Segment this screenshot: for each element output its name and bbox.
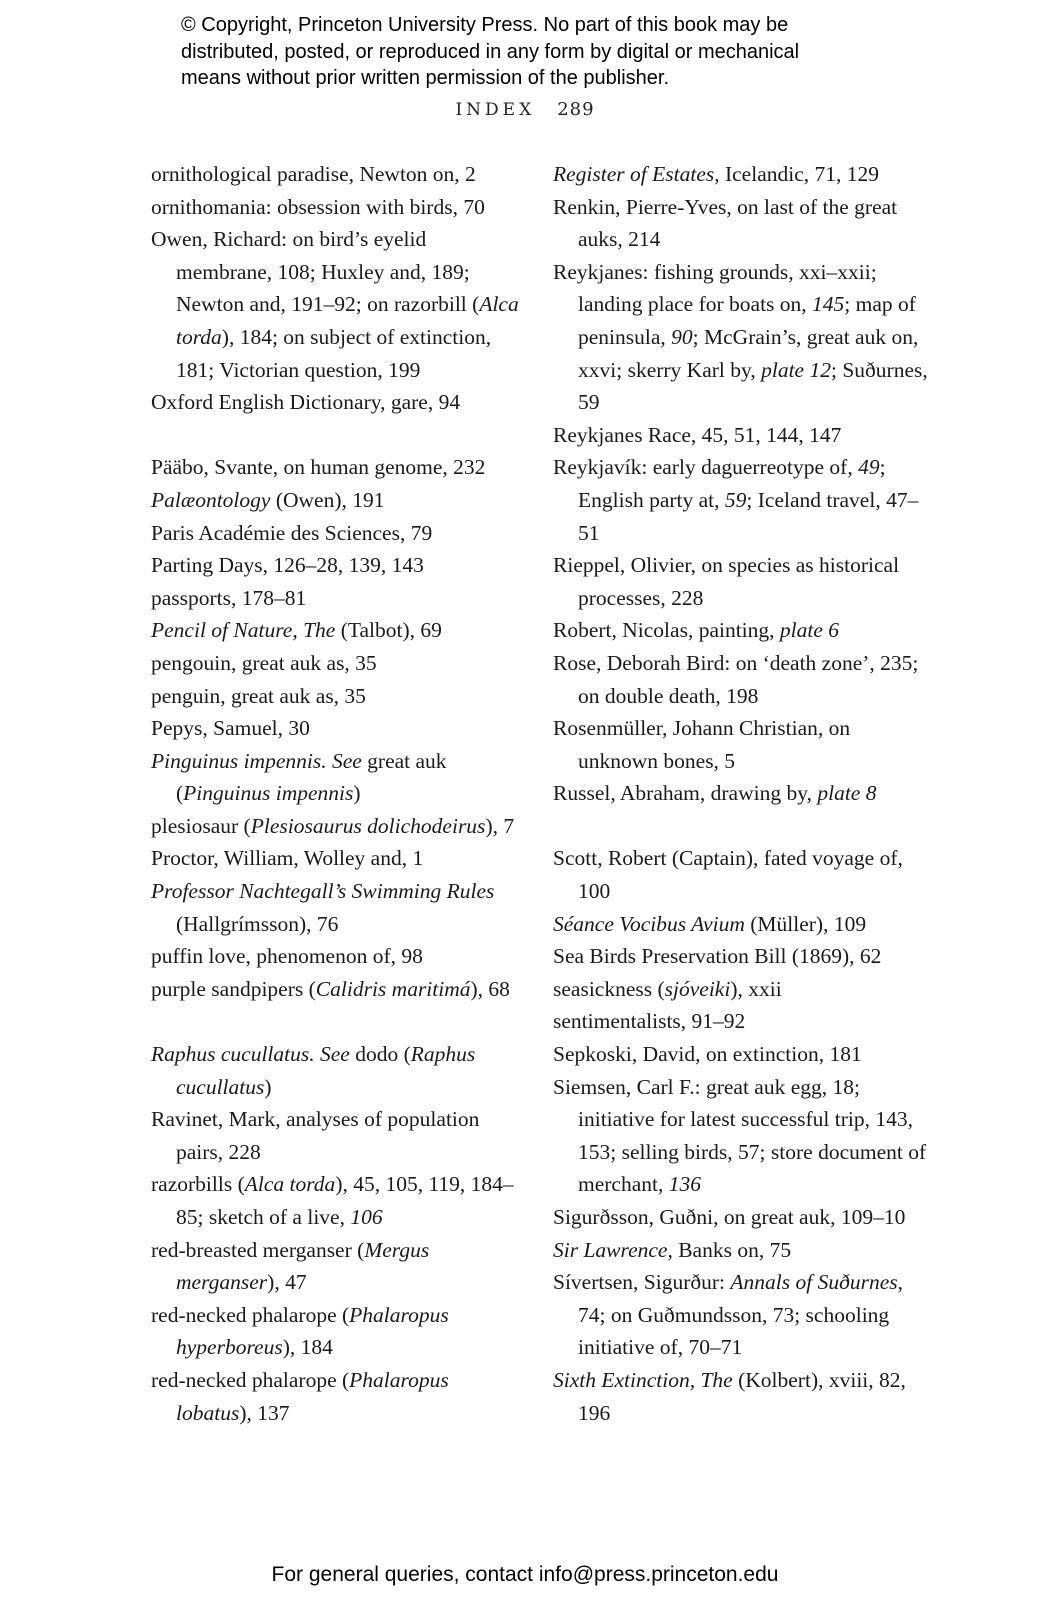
index-entry-text: ), 184; on subject of extinction, 181; Victorian question, 199 — [176, 324, 492, 382]
index-entry-italic: Séance Vocibus Avium — [553, 911, 745, 936]
index-entry-text: Reykjavík: early daguerreotype of, — [553, 455, 859, 480]
index-entry-text: Ravinet, Mark, analyses of population pairs, 228 — [151, 1107, 480, 1164]
index-entry — [151, 386, 521, 419]
index-entry-italic: Mergus merganser — [176, 1237, 430, 1295]
index-entry-italic: Alca torda — [244, 1172, 336, 1197]
index-entry — [151, 940, 521, 973]
index-entry-text: ), 7 — [485, 813, 515, 838]
index-entry-italic: 145 — [812, 292, 845, 317]
index-entry-text: Sepkoski, David, on extinction, 181 — [553, 1042, 862, 1067]
index-entry — [553, 451, 933, 549]
index-entry-text: Reykjanes: fishing grounds, xxi–xxii; landing place for boats on, — [553, 259, 877, 317]
index-entry-italic: 90 — [671, 324, 693, 349]
index-entry — [151, 1364, 521, 1429]
index-entry-text: Parting Days, 126–28, 139, 143 — [151, 553, 424, 578]
index-entry-text: Russel, Abraham, drawing by, — [553, 781, 818, 806]
index-entry-italic: Sir Lawrence, — [553, 1237, 673, 1262]
index-entry-text: penguin, great auk as, 35 — [151, 683, 366, 708]
index-entry — [553, 940, 933, 973]
index-entry-text: Sigurðsson, Guðni, on great auk, 109–10 — [553, 1205, 906, 1229]
copyright-notice — [181, 12, 941, 92]
index-entry — [553, 191, 933, 256]
index-entry-text: ; McGrain’s, great auk on, xxvi; skerry Karl by, — [578, 324, 919, 382]
index-entry-italic: plate 8 — [817, 781, 877, 806]
index-entry-text: (Hallgrímsson), 76 — [176, 911, 339, 936]
index-entry-italic: plate 6 — [779, 618, 840, 643]
index-entry-text: Sea Birds Preservation Bill (1869), 62 — [553, 944, 882, 969]
index-entry — [553, 1364, 933, 1429]
index-entry-text: ), 137 — [239, 1400, 290, 1425]
index-entry-text: , Icelandic, 71, 129 — [714, 162, 880, 186]
index-entry-text: (Kolbert), xviii, 82, 196 — [578, 1367, 906, 1425]
index-entry-text: Pepys, Samuel, 30 — [151, 716, 310, 741]
index-entry-italic: plate 12 — [761, 357, 831, 382]
index-entry-text: puffin love, phenomenon of, 98 — [151, 944, 423, 969]
index-entry-italic: 106 — [350, 1205, 383, 1229]
index-entry-text: , 74; on Guðmundsson, 73; schooling initiative of, 70–71 — [578, 1270, 903, 1360]
index-entry-italic: Phalaropus lobatus — [176, 1367, 449, 1425]
index-entry — [151, 810, 521, 843]
index-entry-text: Proctor, William, Wolley and, 1 — [151, 846, 424, 871]
index-entry — [553, 908, 933, 941]
index-entry-text: Sívertsen, Sigurður: — [553, 1270, 731, 1295]
index-entry-italic: Plesiosaurus dolichodeirus — [250, 813, 486, 838]
index-entry-italic: 49 — [858, 455, 880, 480]
index-entry-text: pengouin, great auk as, 35 — [151, 650, 377, 675]
index-entry — [553, 419, 933, 452]
index-entry — [553, 158, 933, 191]
index-entry — [151, 647, 521, 680]
index-entry-italic: Professor Nachtegall’s Swimming Rules — [151, 879, 495, 904]
index-entry — [151, 842, 521, 875]
index-entry-text: ) — [264, 1074, 272, 1099]
index-entry-text: Owen, Richard: on bird’s eyelid membrane, 108; Huxley and, 189; Newton and, 191–92; on razorbill ( — [151, 227, 480, 317]
index-entry-text: red-breasted merganser ( — [151, 1237, 365, 1262]
index-entry — [553, 777, 933, 810]
index-entry — [553, 256, 933, 419]
index-entry-italic: Alca torda — [176, 292, 519, 349]
index-entry-text: Siemsen, Carl F.: great auk egg, 18; initiative for latest successful trip, 143, 153; selling birds, 57; store document of merchant, — [553, 1074, 927, 1197]
index-entry-text: Scott, Robert (Captain), fated voyage of, 100 — [553, 846, 903, 904]
index-entry-italic: Pinguinus impennis. See — [151, 748, 362, 773]
index-entry — [151, 1234, 521, 1299]
running-head-label: INDEX — [455, 100, 536, 120]
index-entry-italic: sjóveiki — [664, 976, 731, 1001]
index-entry-text: Pääbo, Svante, on human genome, 232 — [151, 455, 486, 480]
index-entry-text: ; Suðurnes, 59 — [578, 357, 928, 415]
index-entry — [553, 1266, 933, 1364]
index-entry — [553, 1201, 933, 1234]
index-entry — [151, 517, 521, 550]
index-entry — [151, 484, 521, 517]
index-entry-italic: Sixth Extinction, The — [553, 1367, 733, 1392]
index-entry-text: Renkin, Pierre-Yves, on last of the great auks, 214 — [553, 194, 898, 252]
section-gap — [151, 419, 521, 452]
index-entry-text: Rose, Deborah Bird: on ‘death zone’, 235; on double death, 198 — [553, 650, 919, 708]
index-entry-text: great auk ( — [176, 748, 447, 806]
index-entry-text: (Owen), 191 — [270, 487, 385, 512]
index-entry-text: ), 68 — [470, 976, 510, 1001]
index-entry-text: Oxford English Dictionary, gare, 94 — [151, 390, 461, 415]
index-entry-text: dodo ( — [349, 1042, 411, 1067]
index-entry-text: passports, 178–81 — [151, 585, 307, 610]
index-entry-text: red-necked phalarope ( — [151, 1367, 350, 1392]
copyright-line: means without prior written permission of the publisher. — [181, 67, 670, 89]
index-entry — [553, 549, 933, 614]
index-entry-text: Rosenmüller, Johann Christian, on unknown bones, 5 — [553, 716, 851, 773]
index-entry-italic: Pencil of Nature, The — [151, 618, 336, 643]
index-entry — [553, 1005, 933, 1038]
index-entry-italic: Calidris maritimá — [315, 976, 471, 1001]
section-gap — [553, 810, 933, 843]
copyright-line: distributed, posted, or reproduced in any form by digital or mechanical — [181, 40, 800, 63]
index-entry — [151, 973, 521, 1006]
index-entry-text: ; Iceland travel, 47–51 — [578, 487, 919, 545]
index-entry — [151, 451, 521, 484]
index-entry — [553, 1071, 933, 1201]
index-entry — [553, 1234, 933, 1267]
index-entry-text: red-necked phalarope ( — [151, 1302, 350, 1327]
index-entry-italic: Annals of Suðurnes — [730, 1270, 898, 1295]
index-entry-italic: 136 — [668, 1172, 701, 1197]
index-entry — [151, 745, 521, 810]
index-entry — [151, 158, 521, 191]
index-entry-italic: Register of Estates — [553, 162, 715, 186]
index-entry — [553, 1038, 933, 1071]
index-entry-text: (Müller), 109 — [744, 911, 867, 936]
index-entry-text: Paris Académie des Sciences, 79 — [151, 520, 433, 545]
index-entry-text: ), 45, 105, 119, 184–85; sketch of a live, — [176, 1172, 514, 1229]
index-entry-text: sentimentalists, 91–92 — [553, 1009, 746, 1034]
index-entry-text: ; map of peninsula, — [578, 292, 916, 349]
index-entry-italic: Palæontology — [151, 487, 271, 512]
copyright-line: © Copyright, Princeton University Press. No part of this book may be — [181, 14, 789, 36]
index-entry — [151, 1299, 521, 1364]
index-entry-text: ornithomania: obsession with birds, 70 — [151, 194, 485, 219]
index-column-right — [553, 158, 933, 1429]
index-entry — [553, 712, 933, 777]
index-entry-text: purple sandpipers ( — [151, 976, 316, 1001]
index-entry-text: ), xxii — [730, 976, 782, 1001]
index-entry — [151, 549, 521, 582]
index-entry-text: Rieppel, Olivier, on species as historical processes, 228 — [553, 553, 900, 610]
index-entry — [553, 973, 933, 1006]
index-entry-text: Robert, Nicolas, painting, — [553, 618, 780, 643]
index-entry — [553, 647, 933, 712]
index-entry — [151, 680, 521, 713]
page-number: 289 — [557, 99, 595, 120]
index-entry-text: Reykjanes Race, 45, 51, 144, 147 — [553, 422, 842, 447]
index-entry-text: razorbills ( — [151, 1172, 245, 1197]
index-entry-text: ) — [353, 781, 361, 806]
index-entry — [151, 582, 521, 615]
index-entry-text: Banks on, 75 — [672, 1237, 792, 1262]
index-entry — [553, 614, 933, 647]
index-entry-italic: Raphus cucullatus — [176, 1042, 476, 1099]
index-entry — [553, 842, 933, 907]
index-entry-text: ornithological paradise, Newton on, 2 — [151, 162, 476, 186]
index-entry-text: ), 47 — [267, 1270, 307, 1295]
index-entry — [151, 614, 521, 647]
index-entry — [151, 1103, 521, 1168]
index-entry — [151, 1168, 521, 1233]
index-entry — [151, 875, 521, 940]
index-entry-text: ), 184 — [282, 1335, 333, 1360]
index-column-left — [151, 158, 521, 1429]
index-entry — [151, 191, 521, 224]
index-entry-italic: 59 — [724, 487, 747, 512]
index-entry-text: ; English party at, — [578, 455, 886, 512]
section-gap — [151, 1005, 521, 1038]
index-entry-italic: Raphus cucullatus. See — [151, 1042, 350, 1067]
index-entry — [151, 1038, 521, 1103]
index-entry-italic: Pinguinus impennis — [183, 781, 354, 806]
running-head — [0, 99, 1050, 120]
index-entry-text: (Talbot), 69 — [335, 618, 442, 643]
index-entry-text: seasickness ( — [553, 976, 665, 1001]
index-entry — [151, 712, 521, 745]
footer-contact: For general queries, contact info@press.princeton.edu — [271, 1563, 779, 1586]
index-entry-text: plesiosaur ( — [151, 813, 251, 838]
index-entry — [151, 223, 521, 386]
index-entry-italic: Phalaropus hyperboreus — [176, 1302, 449, 1360]
